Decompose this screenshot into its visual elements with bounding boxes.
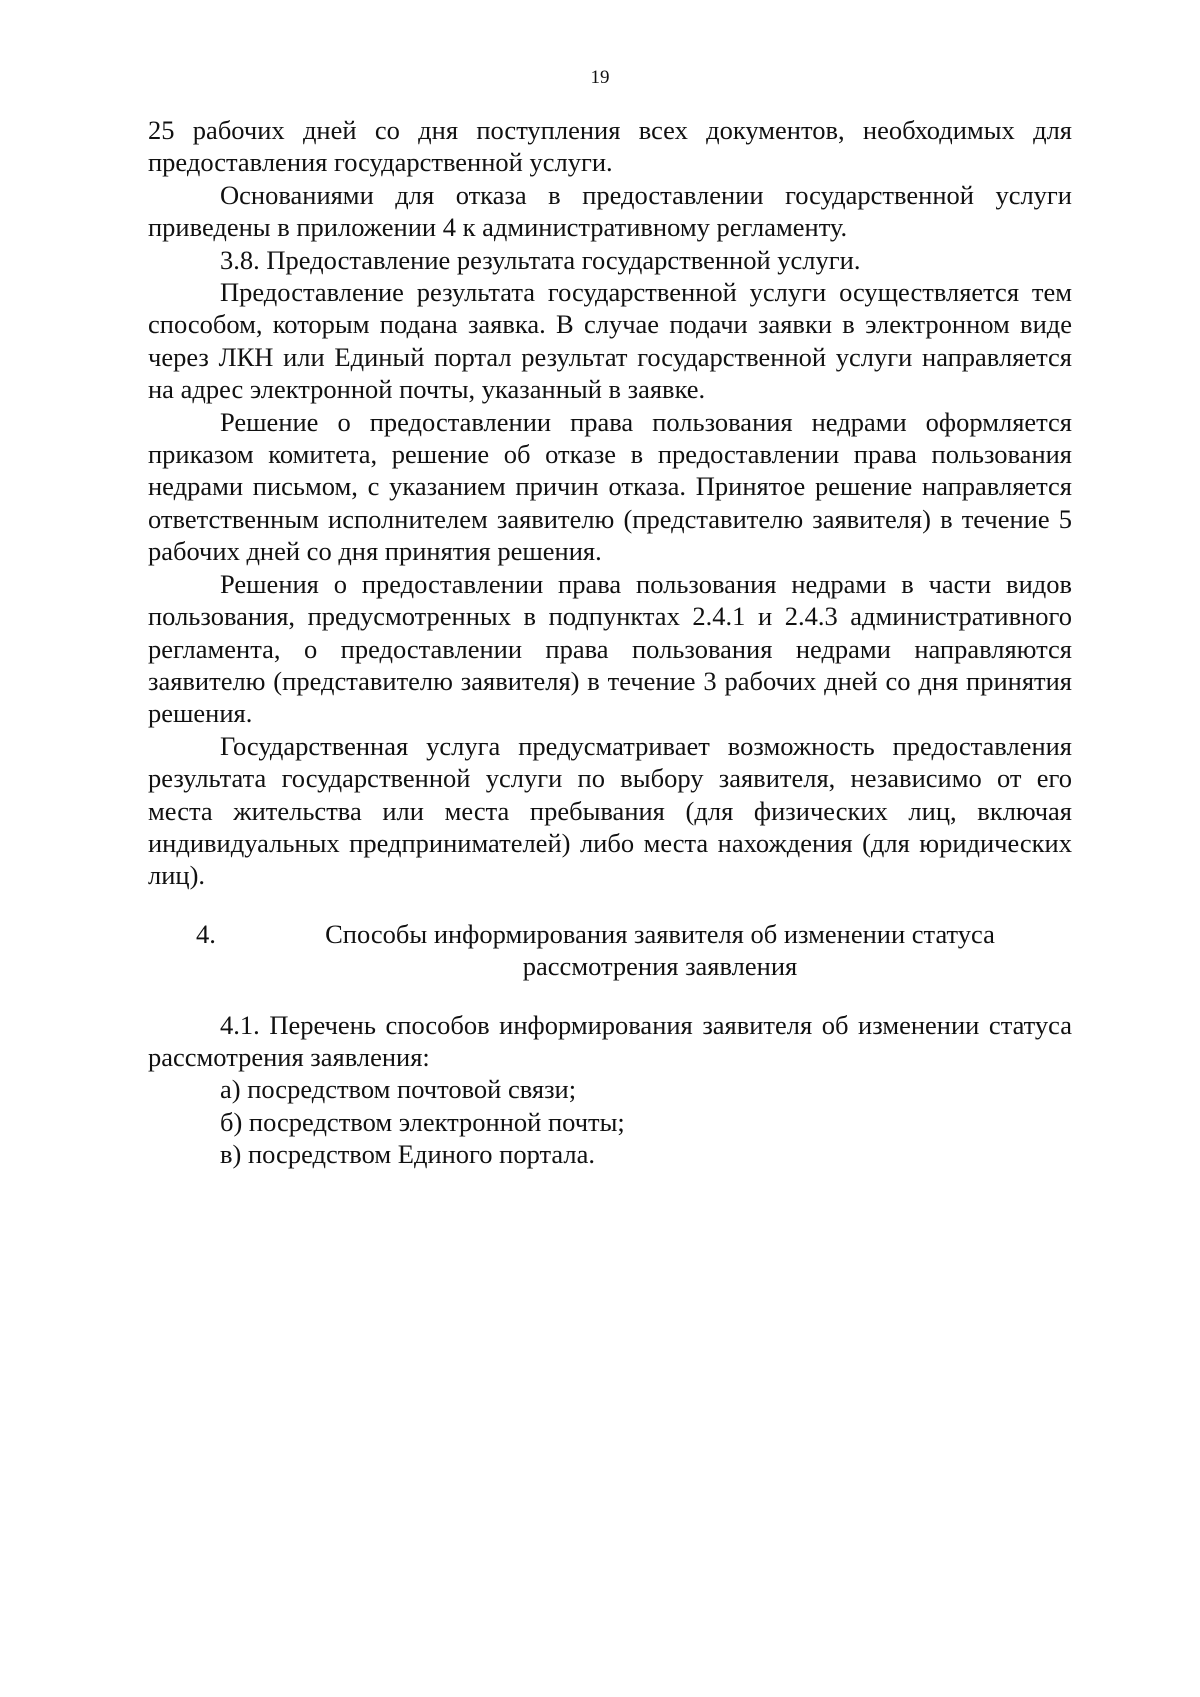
paragraph-result-delivery: Предоставление результата государственной услуги осуществляется тем способом, которым подана заявка. В случае подачи заявки в электронном виде через ЛКН или Единый портал результат государственной услуги направляется на адрес электронной почты, указанный в заявке. (148, 277, 1072, 405)
section-title-line-2: рассмотрения заявления (522, 951, 798, 982)
list-item: б) посредством электронной почты; (220, 1106, 625, 1137)
page-number: 19 (590, 67, 610, 88)
list-item: в) посредством Единого портала. (220, 1139, 595, 1170)
paragraph-decision-order: Решение о предоставлении права пользования недрами оформляется приказом комитета, решение об отказе в предоставлении права пользования недрами письмом, с указанием причин отказа. Принятое решение направляется ответственным исполнителем заявителю (представителю заявителя) в течение 5 рабочих дней со дня принятия решения. (148, 406, 1072, 567)
document-body (148, 114, 1072, 1171)
paragraph-subsection-4-1: 4.1. Перечень способов информирования заявителя об изменении статуса рассмотрения заявления: (148, 1009, 1072, 1072)
section-title-line-1: Способы информирования заявителя об изменении статуса (325, 918, 995, 949)
list-item: а) посредством почтовой связи; (220, 1074, 577, 1105)
paragraph-decision-timeline: Решения о предоставлении права пользования недрами в части видов пользования, предусмотренных в подпунктах 2.4.1 и 2.4.3 административного регламента, о предоставлении права пользования недрами направляются заявителю (представителю заявителя) в течение 3 рабочих дней со дня принятия решения. (148, 568, 1072, 729)
paragraph-refusal-grounds: Основаниями для отказа в предоставлении государственной услуги приведены в приложении 4 к административному регламенту. (148, 179, 1072, 243)
paragraph-continuation: 25 рабочих дней со дня поступления всех документов, необходимых для предоставления государственной услуги. (148, 115, 1072, 178)
section-heading (148, 918, 1072, 983)
paragraph-subsection-3-8: 3.8. Предоставление результата государственной услуги. (220, 244, 861, 275)
paragraph-service-choice: Государственная услуга предусматривает возможность предоставления результата государственной услуги по выбору заявителя, независимо от его места жительства или места пребывания (для физических лиц, включая индивидуальных предпринимателей) либо места нахождения (для юридических лиц). (148, 730, 1072, 891)
section-number: 4. (196, 918, 216, 949)
